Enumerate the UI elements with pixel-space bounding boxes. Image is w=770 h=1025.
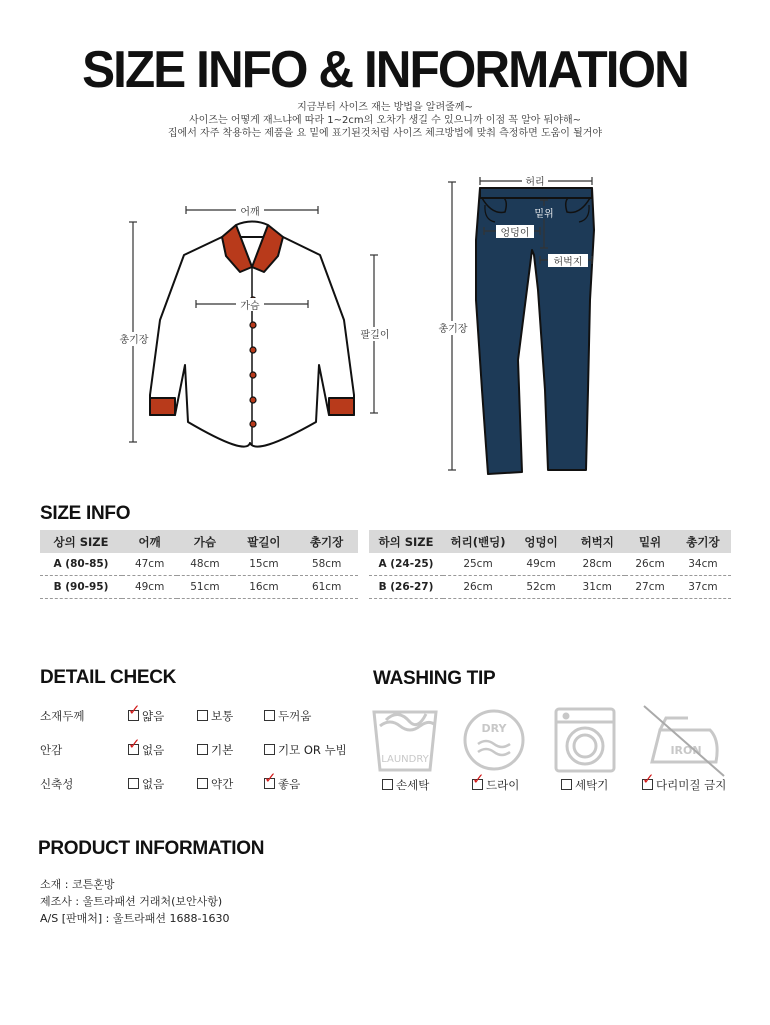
checkbox[interactable] <box>382 779 393 790</box>
check-mark-icon: ✓ <box>472 770 485 788</box>
table-cell: 16cm <box>233 576 296 599</box>
intro-line: 집에서 자주 착용하는 제품을 요 밑에 표기된것처럼 사이즈 체크방법에 맞춰 측정하면 도움이 될거야 <box>167 128 603 139</box>
table-header: 어깨 <box>122 530 177 553</box>
table-cell: 49cm <box>122 576 177 599</box>
table-cell: 27cm <box>625 576 675 599</box>
option-label: 드라이 <box>486 778 520 792</box>
table-cell: 28cm <box>569 553 625 576</box>
detail-row-thickness <box>40 701 370 726</box>
option-machine-wash[interactable] <box>561 777 608 793</box>
intro-text <box>0 101 770 140</box>
intro-line: 사이즈는 어떻게 재느냐에 따라 1~2cm의 오차가 생길 수 있으니까 이점 꼭 알아 둬야해~ <box>189 115 581 126</box>
thigh-label: 허벅지 <box>553 257 583 268</box>
checkbox[interactable] <box>128 701 141 721</box>
table-header: 팔길이 <box>233 530 296 553</box>
hand-wash-icon <box>374 712 436 770</box>
hip-label: 엉덩이 <box>500 228 530 239</box>
table-cell: 49cm <box>513 553 569 576</box>
intro-line: 지금부터 사이즈 재는 방법을 알려줄께~ <box>297 102 473 113</box>
washing-machine-icon <box>556 709 614 771</box>
chest-label: 가슴 <box>240 301 260 312</box>
cuff-left <box>150 398 175 415</box>
checkbox[interactable] <box>264 710 275 721</box>
table-header: 총기장 <box>295 530 358 553</box>
product-info-line: A/S [판매처] : 울트라패션 1688-1630 <box>40 912 230 925</box>
page-title: SIZE INFO & INFORMATION <box>82 41 688 99</box>
option-good[interactable] <box>264 769 301 792</box>
size-info-title: SIZE INFO <box>40 503 131 524</box>
checkbox[interactable] <box>472 770 485 790</box>
detail-row-label: 신축성 <box>40 777 74 791</box>
option-label: 손세탁 <box>396 778 430 792</box>
option-no-iron[interactable] <box>642 770 727 793</box>
product-info-line: 제조사 : 울트라패션 거래처(보안사항) <box>40 895 223 908</box>
table-cell: 48cm <box>177 553 232 576</box>
collar-band <box>236 222 268 226</box>
rise-label: 밑위 <box>534 209 554 220</box>
checkbox[interactable] <box>561 779 572 790</box>
table-row <box>40 553 358 576</box>
washing-options <box>370 770 750 795</box>
table-cell: B (90-95) <box>40 576 122 599</box>
washing-tip-title: WASHING TIP <box>373 668 496 689</box>
bottom-size-table <box>369 530 731 599</box>
table-header: 밑위 <box>625 530 675 553</box>
checkbox[interactable] <box>128 778 139 789</box>
check-mark-icon: ✓ <box>642 770 655 788</box>
option-label: 두꺼움 <box>278 709 312 723</box>
checkbox[interactable] <box>197 744 208 755</box>
shirt-button <box>250 372 256 378</box>
checkbox[interactable] <box>197 710 208 721</box>
option-thin[interactable] <box>128 701 165 724</box>
pants-waistband <box>480 188 592 198</box>
table-cell: 58cm <box>295 553 358 576</box>
option-dry-clean[interactable] <box>472 770 520 793</box>
product-info <box>40 876 229 927</box>
option-label: 기모 OR 누빔 <box>278 743 347 757</box>
table-header: 허벅지 <box>569 530 625 553</box>
table-header: 엉덩이 <box>513 530 569 553</box>
option-label: 세탁기 <box>575 778 609 792</box>
shirt-button <box>250 347 256 353</box>
checkbox[interactable] <box>642 770 655 790</box>
table-cell: 31cm <box>569 576 625 599</box>
waist-label: 허리 <box>525 177 545 188</box>
table-header: 허리(밴딩) <box>443 530 513 553</box>
checkbox[interactable] <box>264 769 277 789</box>
check-mark-icon: ✓ <box>128 701 141 719</box>
option-label: 약간 <box>211 777 234 791</box>
product-info-title: PRODUCT INFORMATION <box>38 838 265 859</box>
table-cell: 26cm <box>443 576 513 599</box>
shirt-button <box>250 397 256 403</box>
sleeve-label: 팔길이 <box>360 330 390 341</box>
shirt-button <box>250 421 256 427</box>
no-iron-icon <box>644 706 724 776</box>
option-none[interactable] <box>128 735 165 758</box>
shirt-illustration <box>150 222 354 447</box>
table-cell: 15cm <box>233 553 296 576</box>
check-mark-icon: ✓ <box>128 735 141 753</box>
detail-row-label: 소재두께 <box>40 709 85 723</box>
washing-icons <box>370 700 750 780</box>
option-normal[interactable] <box>197 708 233 724</box>
svg-text:LAUNDRY: LAUNDRY <box>381 754 429 765</box>
checkbox[interactable] <box>197 778 208 789</box>
measurement-illustration <box>0 160 770 490</box>
table-cell: A (24-25) <box>369 553 443 576</box>
option-none[interactable] <box>128 776 164 792</box>
table-row <box>369 576 731 599</box>
shirt-button <box>250 322 256 328</box>
table-cell: 25cm <box>443 553 513 576</box>
table-cell: 52cm <box>513 576 569 599</box>
svg-text:DRY: DRY <box>481 722 507 735</box>
table-header-row <box>369 530 731 553</box>
checkbox[interactable] <box>264 744 275 755</box>
table-cell: 51cm <box>177 576 232 599</box>
check-mark-icon: ✓ <box>264 769 277 787</box>
table-cell: 34cm <box>675 553 731 576</box>
table-header: 총기장 <box>675 530 731 553</box>
option-label: 없음 <box>142 743 165 757</box>
detail-row-stretch <box>40 769 370 794</box>
table-header-row <box>40 530 358 553</box>
checkbox[interactable] <box>128 735 141 755</box>
table-header: 하의 SIZE <box>369 530 443 553</box>
shirt-length-label: 총기장 <box>119 335 149 346</box>
option-basic[interactable] <box>197 742 233 758</box>
detail-check-title: DETAIL CHECK <box>40 667 177 688</box>
top-size-table <box>40 530 358 599</box>
table-row <box>40 576 358 599</box>
detail-row-label: 안감 <box>40 743 63 757</box>
option-label: 얇음 <box>142 709 165 723</box>
svg-text:IRON: IRON <box>670 744 702 757</box>
dry-clean-icon <box>465 711 523 769</box>
option-thick[interactable] <box>264 708 311 724</box>
option-label: 기본 <box>211 743 234 757</box>
table-cell: A (80-85) <box>40 553 122 576</box>
option-fleece[interactable] <box>264 742 347 758</box>
table-cell: 47cm <box>122 553 177 576</box>
option-label: 없음 <box>142 777 165 791</box>
pants-length-label: 총기장 <box>438 324 468 335</box>
table-header: 상의 SIZE <box>40 530 122 553</box>
shoulder-label: 어깨 <box>240 207 260 218</box>
table-cell: 61cm <box>295 576 358 599</box>
option-slight[interactable] <box>197 776 233 792</box>
option-label: 보통 <box>211 709 234 723</box>
table-row <box>369 553 731 576</box>
table-cell: 26cm <box>625 553 675 576</box>
table-header: 가슴 <box>177 530 232 553</box>
table-cell: B (26-27) <box>369 576 443 599</box>
detail-row-lining <box>40 735 370 760</box>
table-cell: 37cm <box>675 576 731 599</box>
option-label: 좋음 <box>278 777 301 791</box>
option-hand-wash[interactable] <box>382 777 429 793</box>
product-info-line: 소재 : 코튼혼방 <box>40 878 115 891</box>
option-label: 다리미질 금지 <box>656 778 727 792</box>
cuff-right <box>329 398 354 415</box>
